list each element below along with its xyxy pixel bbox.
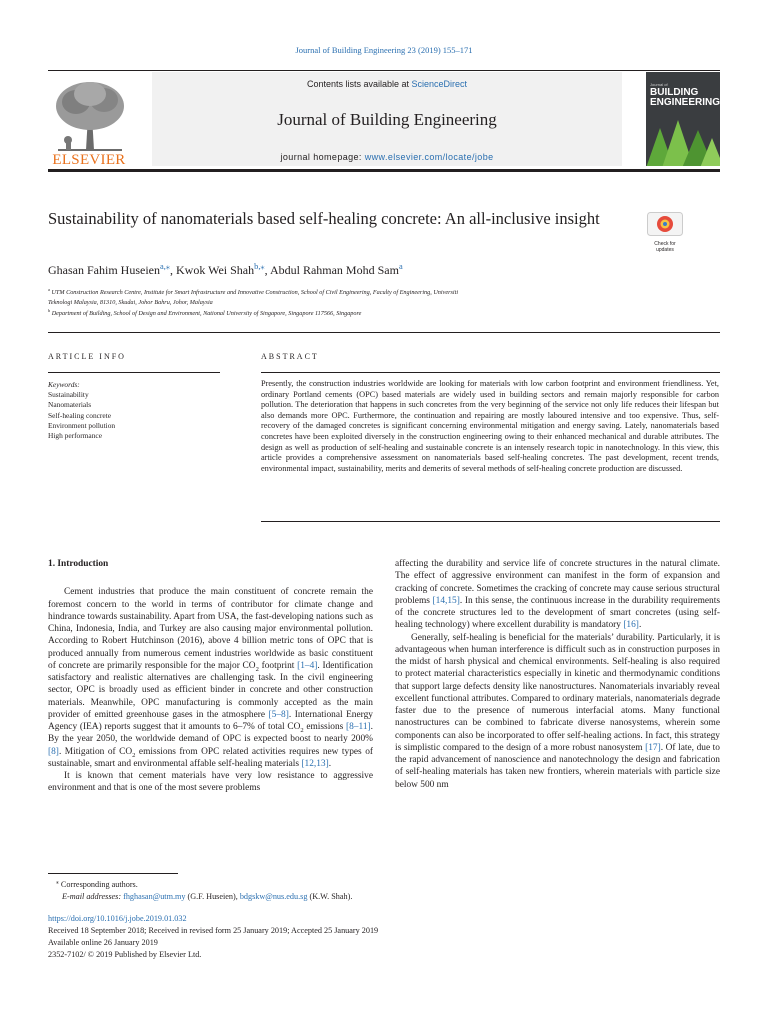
citation-link[interactable]: [17] [645, 742, 661, 753]
homepage-link[interactable]: www.elsevier.com/locate/jobe [364, 152, 494, 162]
publisher-name: ELSEVIER [52, 152, 126, 168]
masthead [48, 72, 720, 168]
email-link[interactable]: bdgskw@nus.edu.sg [239, 892, 308, 901]
abstract-bottom-rule [261, 521, 720, 522]
author-name[interactable]: Ghasan Fahim Huseien [48, 263, 160, 277]
paragraph: Generally, self-healing is beneficial for the materials’ durability. Particularly, it is advantageous when human interference is difficult such as in construction purposes in the midst of harsh physical and chemical environments. Self-healing is also required to protect material characteristics especially in kinetic and thermodynamic conditions that support large defects density like nanostructures. Nanomaterials invariably reveal excellent functional attributes. Compared to ordinary materials, nanomaterials degrade faster due to the presence of numerous interfacial atoms. Many functional nanostructures can be combined to fabricate diverse nanosystems, wherein some components can also be incorporated to offer self-healing actions. In fact, this strategy is simplistic compared to the design of a more robust nanosystem [17]. Of late, due to the rapid advancement of nanoscience and nanotechnology the design and fabrication of self-healing materials has taken new frontiers, wherein materials with particle size below 500 nm [395, 632, 720, 790]
journal-cover: Journal of BUILDING ENGINEERING [646, 72, 720, 166]
section-heading: 1. Introduction [48, 559, 109, 569]
keyword: High performance [48, 431, 102, 441]
paragraph: It is known that cement materials have very low resistance to aggressive environment and that is one of the most severe problems [48, 771, 373, 794]
sciencedirect-link[interactable]: ScienceDirect [411, 79, 468, 89]
check-updates-icon [647, 212, 683, 236]
top-rule [48, 70, 720, 71]
email-link[interactable]: fhghasan@utm.my [123, 892, 186, 901]
contents-line: Contents lists available at ScienceDirect [306, 79, 468, 89]
copyright: 2352-7102/ © 2019 Published by Elsevier Ltd. [48, 950, 202, 959]
abstract-divider [261, 372, 720, 373]
keywords-list: Keywords: Sustainability Nanomaterials Self-healing concrete Environment pollution High performance [48, 380, 228, 441]
journal-reference[interactable]: Journal of Building Engineering 23 (2019) 155–171 [295, 45, 473, 55]
paragraph: Cement industries that produce the main constituent of concrete remain the foremost concern to the world in terms of contributor for climate change and hindrance towards sustainability. Apart from USA, the fast-developing nations such as China, Indonesia, India, and Turkey are also causing major environmental pollution. According to Robert Hutchinson (2016), above 4 billion metric tons of OPC that is produced annually from numerous cement industries worldwide as basic constituent of concrete are primarily responsible for the major $CO_2$ footprint [1–4]. Identification satisfactory and realistic alternatives are challenging task. In the civil engineering sector, OPC is broadly used as efficient binder in concrete and other construction materials. Meanwhile, OPC manufacturing is commonly accepted as the main provider of emitted greenhouse gases in the atmosphere [5–8]. International Energy Agency (IEA) reports suggest that it amounts to 6–7% of total $CO_2$ emissions [8–11]. By the year 2050, the worldwide demand of OPC is expected boost to nearly 200% [8]. Mitigation of $CO_2$ emissions from OPC related activities requires new types of sustainable, smart and environmental affable self-healing materials [12,13]. [48, 587, 374, 769]
cover-graphic-icon [646, 108, 720, 166]
affiliation-b: $^b$ Department of Building, School of Design and Environment, National University of Singapore, Singapore 117566, Singapore [48, 307, 362, 317]
elsevier-tree-icon [48, 76, 130, 152]
cover-title: BUILDING ENGINEERING [650, 87, 720, 108]
citation-link[interactable]: [5–8] [268, 709, 289, 720]
email-note: E-mail addresses: fhghasan@utm.my (G.F. Huseien), bdgskw@nus.edu.sg (K.W. Shah). [62, 892, 353, 901]
citation-link[interactable]: [14,15] [432, 595, 460, 606]
keyword: Nanomaterials [48, 400, 92, 410]
left-column [48, 558, 373, 795]
citation-link[interactable]: [1–4] [297, 660, 318, 671]
right-column [395, 558, 720, 791]
doi-link[interactable]: https://doi.org/10.1016/j.jobe.2019.01.032 [48, 914, 187, 923]
received-dates: Received 18 September 2018; Received in revised form 25 January 2019; Accepted 25 January 2019 [48, 926, 379, 935]
author-list: Ghasan Fahim Huseien$^{a,⁎}$, Kwok Wei Shah$^{b,⁎}$, Abdul Rahman Mohd Sam$^a$ [48, 262, 403, 277]
journal-name: Journal of Building Engineering [277, 110, 497, 129]
article-info-heading: ARTICLE INFO [48, 352, 126, 361]
paragraph: affecting the durability and service life of concrete structures in the natural climate. The effect of aggressive environment can manifest in the form of expansion and cracking of concrete. Sometimes the cracking of concrete may cause serious structural problems [14,15]. In this sense, the continuous increase in the durability requirements of the concrete structures led to the development of smart concretes (using self-healing technology) where excellent durability is mandatory [16]. [395, 559, 720, 631]
citation-link[interactable]: [8–11] [346, 722, 371, 732]
keyword: Sustainability [48, 390, 89, 400]
info-divider [48, 372, 220, 373]
check-for-updates-badge[interactable]: Check for updates [647, 212, 683, 250]
keyword: Self-healing concrete [48, 410, 111, 420]
affiliation-a: $^a$ UTM Construction Research Centre, Institute for Smart Infrastructure and Innovative Construction, School of Civil Engineering, Faculty of Engineering, Universiti Teknologi Malaysia, 81310, Skudai, Johor Bahru, Johor, Malaysia [48, 286, 459, 306]
author-name[interactable]: Abdul Rahman Mohd Sam [269, 263, 399, 277]
footnote-rule [48, 873, 178, 874]
info-rule [48, 332, 720, 333]
elsevier-logo [48, 76, 130, 168]
masthead-rule [48, 169, 720, 172]
citation-link[interactable]: [16] [623, 620, 639, 631]
available-online: Available online 26 January 2019 [48, 938, 158, 947]
keyword: Environment pollution [48, 420, 116, 430]
journal-banner [152, 72, 622, 166]
abstract-text: Presently, the construction industries worldwide are looking for materials with low carbon footprint and environment friendliness. Yet, ordinary Portland cements (OPC) based materials are widely used in building sectors and remain majorly responsible for carbon pollution. The deterioration that happens in such concretes from the very beginning of the service not only life reduces their lifespan but also demands more OPC. Furthermore, the continuation and repairing are mostly laboured intensive and too expensive. Thus, self-recovery of the damaged concretes is significant concerning environmental mitigation and energy saving. Lately, nanomaterials based concretes have been exploited diversely in the construction engineering owing to their enhanced mechanical and durable attributes. The design as well as production of self-healing and sustainable concrete is an intensely research topic in nanotechnology. In this view, this article provides a comprehensive assessment on nanomaterials based self-healing concretes. The past development, recent trends, environmental impact, sustainability, merits and demerits of several methods of self-healing concrete production are discussed. [261, 379, 719, 473]
corresponding-note: ⁎ Corresponding authors. [56, 879, 138, 889]
citation-link[interactable]: [8] [48, 746, 59, 757]
article-title: Sustainability of nanomaterials based self-healing concrete: An all-inclusive insight [48, 209, 600, 228]
author-name[interactable]: Kwok Wei Shah [175, 263, 255, 277]
citation-link[interactable]: [12,13] [301, 758, 329, 769]
journal-homepage: journal homepage: www.elsevier.com/locate/jobe [280, 152, 494, 162]
abstract-heading: ABSTRACT [261, 352, 319, 361]
